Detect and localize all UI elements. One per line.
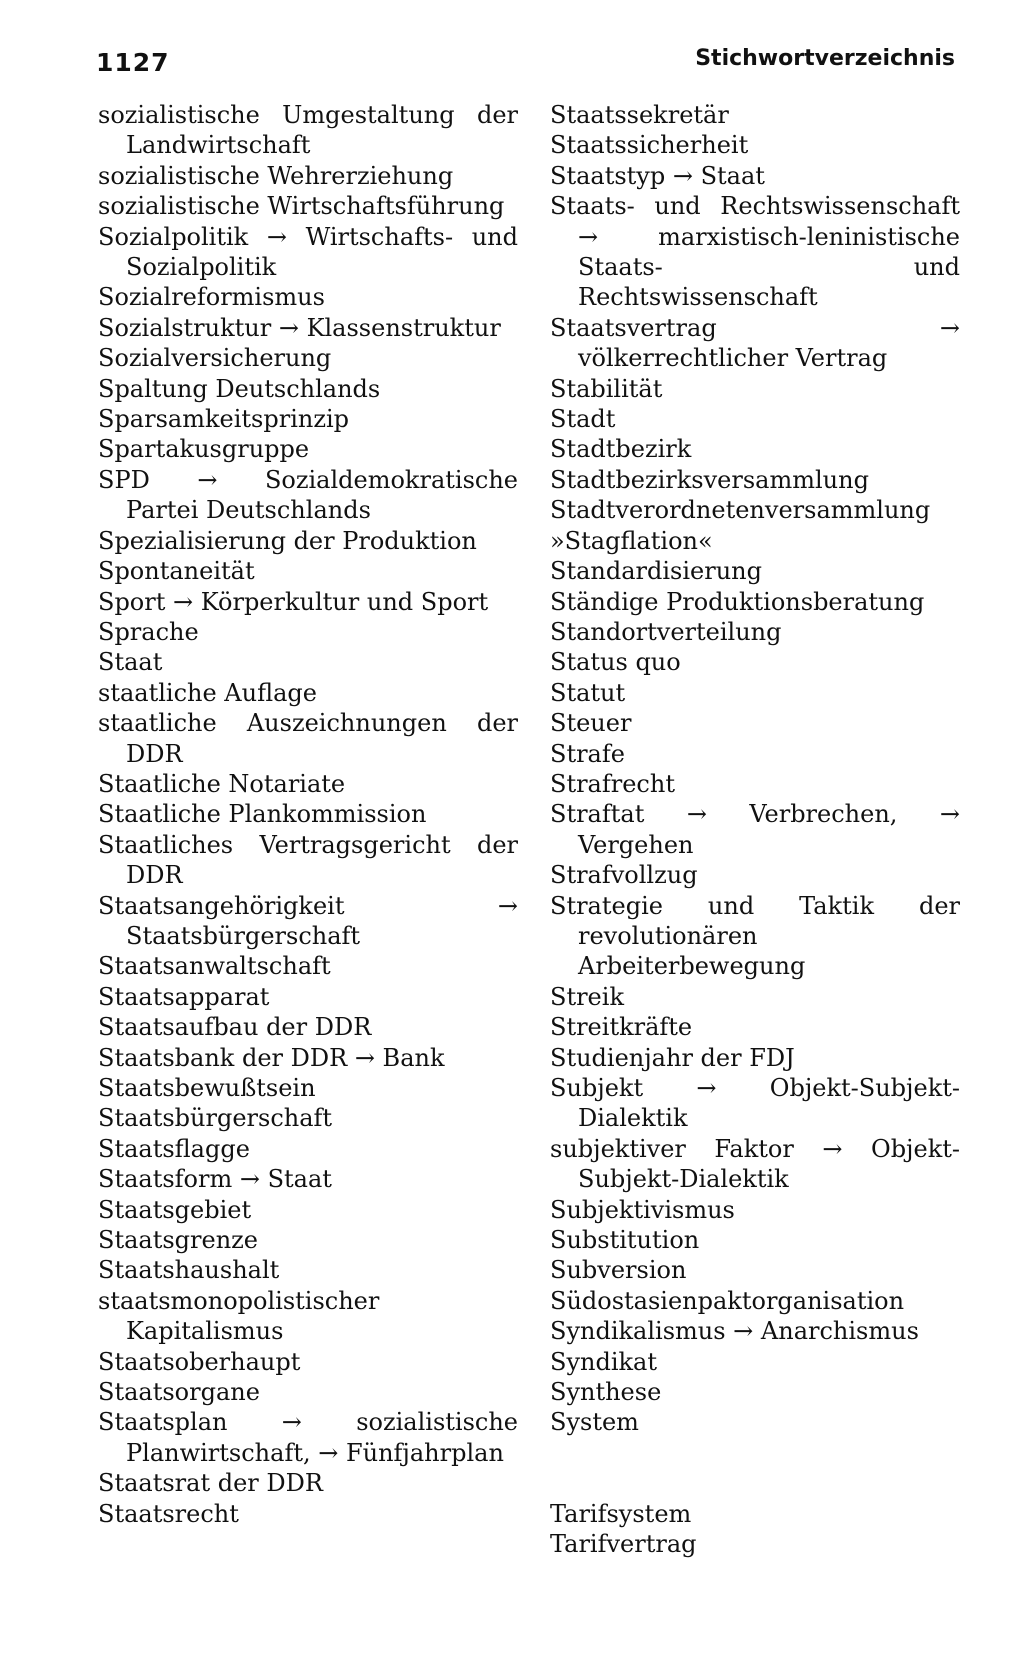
- index-entry: Streik: [550, 982, 624, 1011]
- index-entry: Staatstyp → Staat: [550, 161, 765, 190]
- index-entry: Synthese: [550, 1378, 662, 1407]
- index-entry: System: [550, 1408, 639, 1437]
- index-entry: SPD → Sozialdemokratische Partei Deutschlands: [98, 465, 518, 525]
- index-entry: Sozialversicherung: [98, 344, 332, 373]
- index-entry: staatliche Auszeichnungen der DDR: [98, 709, 518, 768]
- index-column-right: [550, 100, 960, 1560]
- index-entry: sozialistische Umgestaltung der Landwirtschaft: [98, 101, 518, 160]
- index-entry: Staatsbewußtsein: [98, 1074, 316, 1102]
- index-entry: Staatliches Vertragsgericht der DDR: [98, 830, 518, 890]
- index-entry: Standortverteilung: [550, 617, 782, 646]
- index-entry: sozialistische Wirtschaftsführung: [98, 192, 505, 221]
- index-entry: Syndikalismus → Anarchismus: [550, 1317, 919, 1346]
- index-entry: Staatsaufbau der DDR: [98, 1013, 372, 1042]
- index-entry: Standardisierung: [550, 557, 762, 586]
- index-entry: Statut: [550, 678, 626, 707]
- index-entry: Tarifsystem: [550, 1499, 692, 1528]
- index-entry: Staatliche Plankommission: [98, 800, 427, 829]
- index-entry: Subversion: [550, 1256, 687, 1285]
- index-entry: Staatsangehörigkeit → Staatsbürgerschaft: [98, 891, 518, 950]
- index-entry: Staatsflagge: [98, 1134, 250, 1163]
- index-entry: Spaltung Deutschlands: [98, 374, 381, 403]
- section-gap: [550, 1438, 960, 1499]
- page-number: 1127: [96, 48, 170, 77]
- index-entry: Strategie und Taktik der revolutionären Arbeiterbewegung: [550, 891, 960, 981]
- index-entry: Ständige Produktionsberatung: [550, 587, 925, 616]
- index-entry: Stabilität: [550, 374, 663, 403]
- index-entry: Staatsapparat: [98, 982, 270, 1011]
- index-entry: Spontaneität: [98, 557, 255, 586]
- index-entry: Staatsform → Staat: [98, 1165, 332, 1194]
- index-entry: Staatsvertrag → völkerrechtlicher Vertrag: [550, 313, 960, 373]
- index-entry: »Stagflation«: [550, 526, 713, 555]
- index-entry: Straftat → Verbrechen, → Vergehen: [550, 800, 960, 859]
- index-entry: Subjekt → Objekt-Subjekt-Dialektik: [550, 1074, 960, 1133]
- index-entry: Status quo: [550, 648, 681, 677]
- index-entry: Staatliche Notariate: [98, 769, 346, 798]
- index-entry: Sparsamkeitsprinzip: [98, 405, 350, 434]
- index-entry: Stadt: [550, 405, 616, 434]
- index-entry: Staatsrat der DDR: [98, 1469, 323, 1498]
- index-entry: Strafrecht: [550, 769, 675, 798]
- index-entry: Syndikat: [550, 1347, 657, 1376]
- index-entry: Staatsrecht: [98, 1499, 239, 1528]
- index-entry: Sozialreformismus: [98, 283, 325, 312]
- index-entry: Sozialpolitik → Wirtschafts- und Sozialpolitik: [98, 222, 518, 282]
- index-entry: staatsmonopolistischer Kapitalismus: [98, 1286, 380, 1346]
- index-entry: Sport → Körperkultur und Sport: [98, 587, 489, 616]
- index-entry: Staatsanwaltschaft: [98, 952, 331, 981]
- index-entry: Staatssicherheit: [550, 131, 749, 160]
- index-entry: Staatsgrenze: [98, 1226, 259, 1255]
- index-entry: Stadtbezirksversammlung: [550, 465, 869, 494]
- index-entry: Spezialisierung der Produktion: [98, 526, 477, 555]
- index-entry: Stadtbezirk: [550, 435, 692, 464]
- index-entry: Staats- und Rechtswissenschaft → marxistisch-leninistische Staats- und Rechtswissenschaft: [550, 192, 960, 312]
- index-entry: Subjektivismus: [550, 1195, 735, 1224]
- index-entry: Sprache: [98, 617, 199, 646]
- index-entry: subjektiver Faktor → Objekt-Subjekt-Dialektik: [550, 1134, 960, 1194]
- index-entry: Strafvollzug: [550, 861, 698, 890]
- index-entry: Staatssekretär: [550, 101, 729, 129]
- index-entry: staatliche Auflage: [98, 678, 317, 707]
- index-entry: Staatsplan → sozialistische Planwirtschaft, → Fünfjahrplan: [98, 1408, 518, 1467]
- index-entry: Staatsoberhaupt: [98, 1347, 301, 1376]
- index-entry: Strafe: [550, 739, 625, 768]
- index-entry: Spartakusgruppe: [98, 435, 310, 464]
- index-entry: sozialistische Wehrerziehung: [98, 161, 454, 190]
- index-entry: Staatshaushalt: [98, 1256, 280, 1285]
- running-head: Stichwortverzeichnis: [695, 46, 955, 71]
- index-entry: Staatsorgane: [98, 1378, 260, 1407]
- index-entry: Südostasienpaktorganisation: [550, 1286, 905, 1315]
- index-entry: Tarifvertrag: [550, 1530, 697, 1559]
- index-entry: Staatsbürgerschaft: [98, 1104, 333, 1133]
- index-entry: Streitkräfte: [550, 1013, 693, 1042]
- index-entry: Staat: [98, 648, 163, 677]
- index-column-left: [98, 100, 518, 1529]
- index-entry: Staatsbank der DDR → Bank: [98, 1043, 445, 1072]
- index-entry: Staatsgebiet: [98, 1195, 252, 1224]
- index-entry: Sozialstruktur → Klassenstruktur: [98, 313, 501, 342]
- index-entry: Steuer: [550, 709, 632, 738]
- index-entry: Substitution: [550, 1226, 700, 1255]
- index-entry: Studienjahr der FDJ: [550, 1043, 795, 1072]
- index-entry: Stadtverordnetenversammlung: [550, 496, 931, 525]
